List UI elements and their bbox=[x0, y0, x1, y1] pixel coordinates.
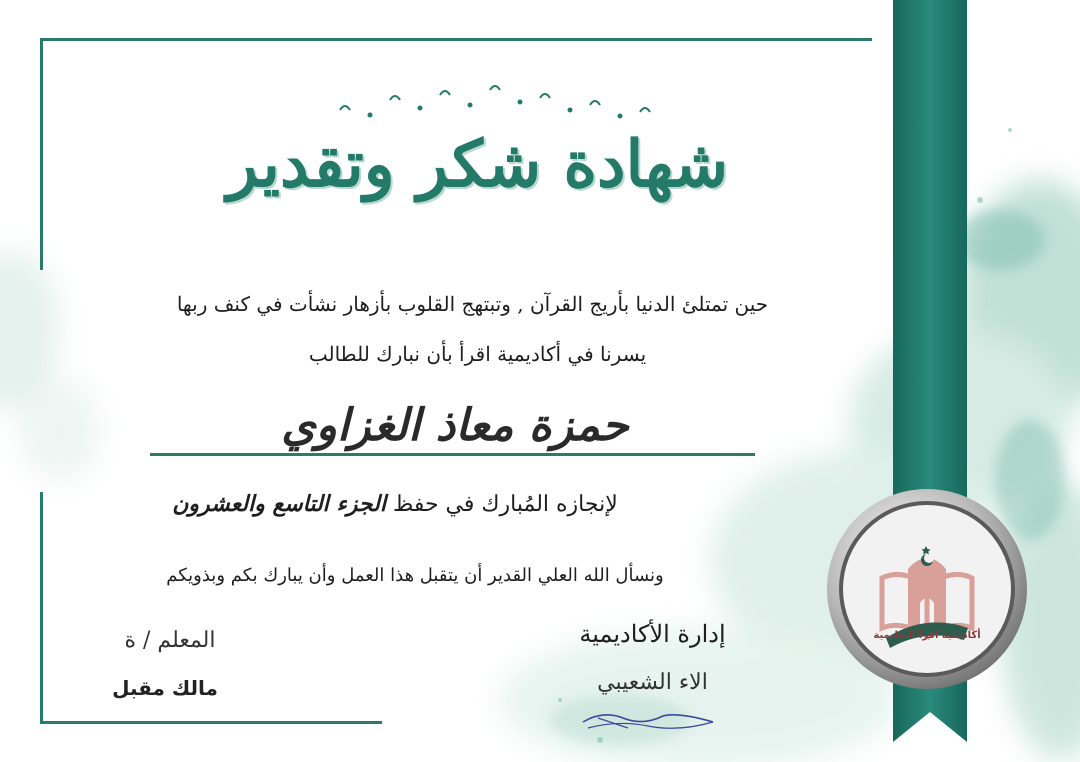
achievement-part: الجزء التاسع والعشرون bbox=[172, 492, 386, 517]
frame-left-line-bottom bbox=[40, 492, 43, 724]
admin-name: الاء الشعيبي bbox=[597, 670, 708, 695]
intro-line-1: حين تمتلئ الدنيا بأريج القرآن , وتبتهج القلوب بأزهار نشأت في كنف ربها bbox=[176, 292, 769, 316]
frame-left-line-top bbox=[40, 38, 43, 270]
seal-text: أكاديمية اقرأ التعليمية bbox=[873, 630, 981, 641]
student-name-underline bbox=[150, 453, 755, 456]
student-name: حمزة معاذ الغزاوي bbox=[281, 400, 629, 451]
teacher-title: المعلم / ة bbox=[124, 628, 216, 653]
signature bbox=[578, 700, 718, 740]
frame-top-line bbox=[42, 38, 872, 41]
certificate-title: شهادة شكر وتقدير bbox=[226, 126, 729, 202]
intro-line-2: يسرنا في أكاديمية اقرأ بأن نبارك للطالب bbox=[308, 342, 647, 366]
academy-seal bbox=[826, 488, 1028, 690]
teacher-name: مالك مقبل bbox=[112, 676, 218, 700]
achievement-prefix: لإنجازه المُبارك في حفظ bbox=[392, 492, 618, 517]
achievement-line bbox=[80, 492, 710, 517]
prayer-line: ونسأل الله العلي القدير أن يتقبل هذا العمل وأن يبارك بكم وبذويكم bbox=[166, 565, 664, 586]
admin-title: إدارة الأكاديمية bbox=[579, 620, 726, 648]
frame-bottom-line bbox=[40, 721, 382, 724]
